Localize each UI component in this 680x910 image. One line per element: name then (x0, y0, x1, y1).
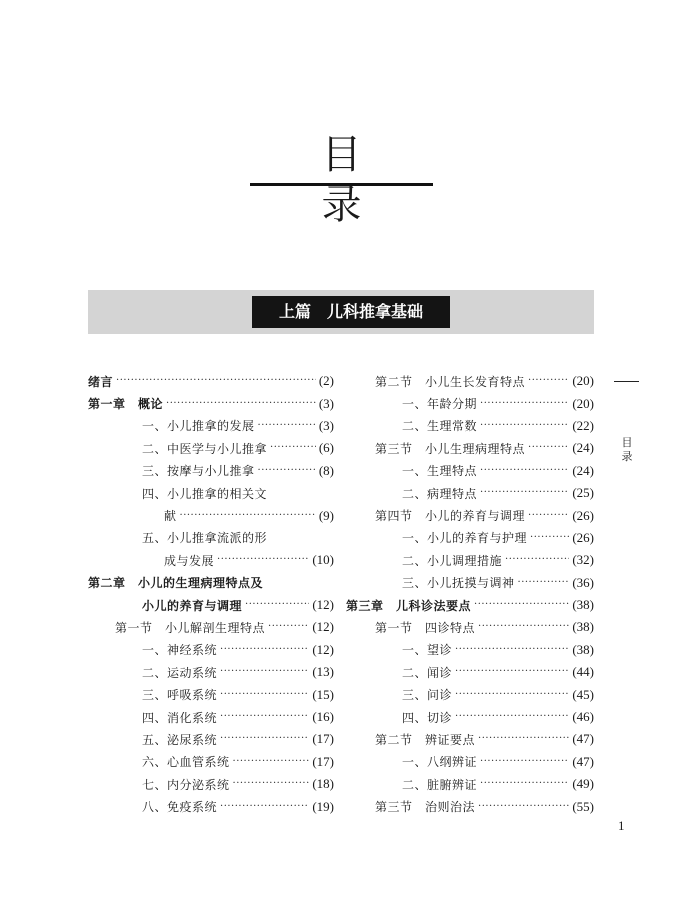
toc-entry-title: 二、病理特点 (402, 486, 478, 501)
toc-entry-page: (20) (572, 373, 594, 389)
toc-entry-page: (3) (318, 417, 334, 433)
toc-entry-title: 三、小儿抚摸与调神 (402, 576, 515, 591)
toc-entry-title: 二、闻诊 (402, 665, 453, 680)
toc-dot-leader (474, 599, 569, 611)
toc-dot-leader (220, 666, 309, 678)
toc-entry-title: 成与发展 (164, 553, 215, 568)
toc-entry (88, 661, 334, 683)
side-label: 目录 (621, 436, 633, 463)
toc-dot-leader (455, 711, 569, 723)
section-banner-label: 上篇 儿科推拿基础 (252, 296, 450, 328)
toc-entry-page: (32) (572, 552, 594, 568)
toc-entry (346, 639, 594, 661)
toc-entry-page: (55) (572, 798, 594, 814)
toc-entry-title: 五、小儿推拿流派的形 (142, 531, 268, 546)
toc-entry (346, 392, 594, 414)
toc-entry (346, 616, 594, 638)
toc-entry-page: (45) (572, 686, 594, 702)
toc-dot-leader (480, 778, 569, 790)
toc-entry (88, 370, 334, 392)
toc-dot-leader (528, 375, 569, 387)
toc-dot-leader (528, 510, 569, 522)
toc-entry-title: 八、免疫系统 (142, 800, 218, 815)
toc-entry-page: (8) (318, 462, 334, 478)
toc-dot-leader (220, 801, 309, 813)
toc-dot-leader (478, 733, 569, 745)
toc-entry (88, 549, 334, 571)
toc-dot-leader (480, 487, 569, 499)
toc-entry-title: 二、运动系统 (142, 665, 218, 680)
toc-entry-title: 七、内分泌系统 (142, 777, 230, 792)
toc-entry-title: 一、小儿的养育与护理 (402, 531, 528, 546)
toc-entry-title: 一、生理特点 (402, 464, 478, 479)
toc-dot-leader (220, 644, 309, 656)
toc-entry (88, 683, 334, 705)
toc-dot-leader (220, 689, 309, 701)
toc-entry-title: 第一节 小儿解剖生理特点 (115, 620, 266, 635)
toc-entry (88, 504, 334, 526)
toc-dot-leader (455, 666, 569, 678)
toc-entry-page: (12) (312, 641, 334, 657)
toc-dot-leader (530, 532, 569, 544)
toc-entry-page: (17) (312, 731, 334, 747)
toc-entry-title: 四、小儿推拿的相关文 (142, 486, 268, 501)
toc-right-column (346, 370, 594, 818)
toc-entry-page: (44) (572, 664, 594, 680)
toc-entry (346, 728, 594, 750)
toc-dot-leader (166, 398, 316, 410)
toc-entry-title: 三、按摩与小儿推拿 (142, 464, 255, 479)
toc-entry (88, 527, 334, 549)
toc-entry-title: 四、切诊 (402, 710, 453, 725)
toc-dot-leader (518, 577, 570, 589)
section-banner (88, 290, 594, 334)
toc-entry-page: (10) (312, 552, 334, 568)
toc-entry-title: 第一节 四诊特点 (375, 620, 476, 635)
toc-entry-page: (15) (312, 686, 334, 702)
toc-entry (346, 706, 594, 728)
toc-entry (346, 460, 594, 482)
toc-dot-leader (455, 689, 569, 701)
toc-entry (88, 639, 334, 661)
toc-entry-page: (3) (318, 395, 334, 411)
toc-dot-leader (270, 442, 316, 454)
toc-entry-title: 四、消化系统 (142, 710, 218, 725)
toc-entry (88, 728, 334, 750)
toc-entry (88, 795, 334, 817)
toc-entry-page: (36) (572, 574, 594, 590)
toc-entry (88, 482, 334, 504)
toc-entry (88, 706, 334, 728)
toc-entry-page: (26) (572, 529, 594, 545)
toc-entry (88, 437, 334, 459)
toc-entry-title: 一、望诊 (402, 643, 453, 658)
toc-dot-leader (217, 554, 309, 566)
toc-entry-title: 二、生理常数 (402, 419, 478, 434)
toc-entry-title: 献 (164, 509, 177, 524)
toc-entry-page: (13) (312, 664, 334, 680)
toc-entry-title: 三、呼吸系统 (142, 688, 218, 703)
toc-entry (88, 415, 334, 437)
toc-entry-title: 一、神经系统 (142, 643, 218, 658)
toc-entry-title: 第三章 儿科诊法要点 (346, 598, 472, 613)
toc-entry-title: 一、小儿推拿的发展 (142, 419, 255, 434)
toc-dot-leader (233, 756, 310, 768)
page-number: 1 (618, 818, 625, 833)
toc-entry (346, 751, 594, 773)
toc-entry (88, 773, 334, 795)
toc-entry (346, 683, 594, 705)
toc-dot-leader (245, 599, 309, 611)
toc-dot-leader (258, 465, 316, 477)
toc-entry (88, 594, 334, 616)
toc-dot-leader (478, 621, 569, 633)
toc-entry (346, 795, 594, 817)
toc-entry-page: (9) (318, 507, 334, 523)
toc-entry (346, 549, 594, 571)
toc-entry-title: 第三节 小儿生理病理特点 (375, 441, 526, 456)
toc-entry-page: (47) (572, 731, 594, 747)
toc-entry-title: 一、八纲辨证 (402, 755, 478, 770)
page-title: 目 录 (250, 130, 433, 186)
toc-entry-page: (38) (572, 619, 594, 635)
toc-entry-page: (46) (572, 709, 594, 725)
toc-entry (88, 751, 334, 773)
toc-entry (346, 527, 594, 549)
toc-entry-page: (24) (572, 440, 594, 456)
toc-entry-page: (47) (572, 753, 594, 769)
toc-dot-leader (480, 756, 569, 768)
toc-entry-title: 二、脏腑辨证 (402, 777, 478, 792)
toc-entry-title: 第三节 治则治法 (375, 800, 476, 815)
toc-entry (346, 773, 594, 795)
toc-dot-leader (116, 375, 316, 387)
toc-entry (346, 415, 594, 437)
toc-dot-leader (268, 621, 309, 633)
toc-dot-leader (180, 510, 316, 522)
toc-entry-page: (12) (312, 619, 334, 635)
toc-dot-leader (220, 711, 309, 723)
toc-entry-page: (26) (572, 507, 594, 523)
toc-entry-page: (18) (312, 776, 334, 792)
toc-entry-page: (19) (312, 798, 334, 814)
toc-entry-title: 第一章 概论 (88, 397, 164, 412)
toc-dot-leader (480, 465, 569, 477)
toc-entry-page: (17) (312, 753, 334, 769)
toc-entry (88, 572, 334, 594)
toc-entry-title: 二、中医学与小儿推拿 (142, 441, 268, 456)
toc-entry-page: (22) (572, 417, 594, 433)
side-rule (614, 381, 639, 382)
toc-entry-title: 二、小儿调理措施 (402, 553, 503, 568)
toc-dot-leader (478, 801, 569, 813)
toc-entry-title: 第二节 小儿生长发育特点 (375, 374, 526, 389)
toc-entry-page: (6) (318, 440, 334, 456)
toc-dot-leader (455, 644, 569, 656)
toc-entry (88, 392, 334, 414)
toc-entry-page: (20) (572, 395, 594, 411)
toc-entry (88, 460, 334, 482)
toc-entry-title: 六、心血管系统 (142, 755, 230, 770)
toc-left-column (88, 370, 334, 818)
toc-dot-leader (220, 733, 309, 745)
toc-entry-title: 一、年龄分期 (402, 397, 478, 412)
toc-entry (346, 661, 594, 683)
toc-entry (346, 572, 594, 594)
toc-entry-title: 三、问诊 (402, 688, 453, 703)
toc-entry-page: (38) (572, 641, 594, 657)
toc-dot-leader (528, 442, 569, 454)
toc-entry-title: 第二节 辨证要点 (375, 732, 476, 747)
toc-entry-title: 五、泌尿系统 (142, 732, 218, 747)
toc-entry-page: (24) (572, 462, 594, 478)
toc-dot-leader (233, 778, 310, 790)
toc-entry-page: (16) (312, 709, 334, 725)
toc-entry-title: 第四节 小儿的养育与调理 (375, 509, 526, 524)
toc-entry-page: (49) (572, 776, 594, 792)
toc-entry-title: 第二章 小儿的生理病理特点及 (88, 576, 264, 591)
toc-entry-page: (12) (312, 597, 334, 613)
toc-entry-page: (2) (318, 373, 334, 389)
toc-entry (346, 437, 594, 459)
toc-dot-leader (258, 420, 316, 432)
toc-entry-title: 绪言 (88, 374, 114, 389)
toc-dot-leader (480, 420, 569, 432)
toc-entry-page: (25) (572, 485, 594, 501)
toc-entry-page: (38) (572, 597, 594, 613)
toc-entry-title: 小儿的养育与调理 (142, 598, 243, 613)
toc-entry (346, 482, 594, 504)
toc-dot-leader (505, 554, 569, 566)
toc-dot-leader (480, 398, 569, 410)
toc-entry (346, 370, 594, 392)
toc-entry (88, 616, 334, 638)
toc-entry (346, 594, 594, 616)
toc-entry (346, 504, 594, 526)
